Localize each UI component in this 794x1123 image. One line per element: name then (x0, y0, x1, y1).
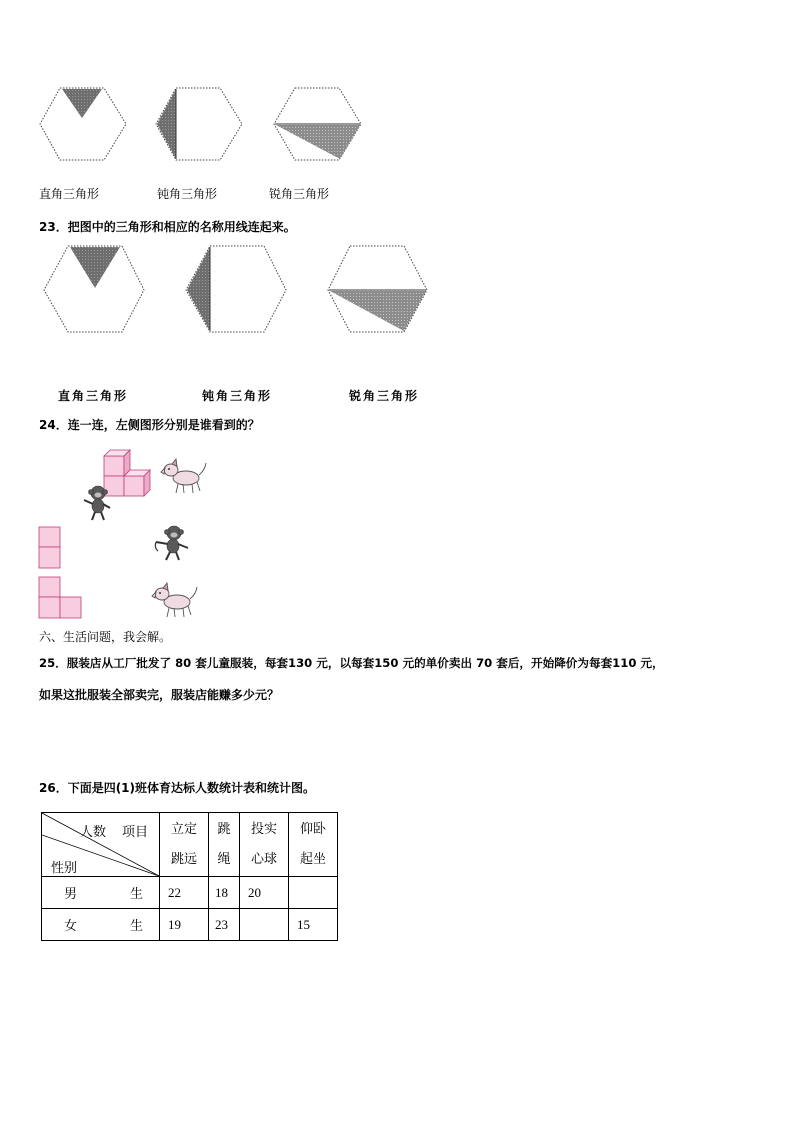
monkey-icon (80, 484, 116, 522)
column-header (209, 813, 240, 877)
q23-hexagon-obtuse-triangle (186, 246, 286, 332)
sports-stats-table (41, 812, 338, 941)
table-row (42, 909, 338, 941)
q23-label-acute: 锐角三角形 (349, 389, 420, 403)
gender-char-1: 男 (64, 887, 78, 902)
q23-label-right: 直角三角形 (58, 389, 129, 403)
gender-char-2: 生 (129, 887, 143, 902)
top-label-obtuse: 钝角三角形 (157, 187, 218, 201)
table-cell: 20 (240, 877, 289, 909)
column-header-line2: 跳远 (170, 851, 197, 867)
hexagon-right-triangle (40, 88, 126, 160)
hexagon-obtuse-triangle (156, 88, 242, 160)
corner-label-gender: 性别 (51, 861, 78, 876)
table-cell: 23 (209, 909, 240, 941)
q23-title: 23．把图中的三角形和相应的名称用线连起来。 (39, 220, 296, 234)
section6-title: 六、生活问题，我会解。 (39, 630, 172, 644)
column-header (160, 813, 209, 877)
column-header-line1: 跳 (217, 821, 231, 837)
view-shape-vertical-two (38, 526, 62, 570)
column-header-line2: 心球 (250, 851, 277, 867)
q23-hexagon-figures (40, 244, 432, 336)
table-cell: 15 (289, 909, 338, 941)
corner-label-count: 人数 (80, 825, 107, 840)
table-corner-cell (42, 813, 160, 877)
gender-cell (42, 909, 160, 941)
column-header-line1: 仰卧 (299, 821, 326, 837)
column-header (240, 813, 289, 877)
q26-title: 26．下面是四(1)班体育达标人数统计表和统计图。 (39, 781, 316, 795)
q25-line2: 如果这批服装全部卖完，服装店能赚多少元？ (39, 688, 280, 702)
corner-label-item: 项目 (122, 825, 149, 840)
column-header-line1: 立定 (170, 821, 197, 837)
table-cell (240, 909, 289, 941)
q24-title: 24．连一连，左侧图形分别是谁看到的？ (39, 418, 260, 432)
column-header-line1: 投实 (250, 821, 277, 837)
table-cell: 19 (160, 909, 209, 941)
q23-label-obtuse: 钝角三角形 (202, 389, 273, 403)
table-cell (289, 877, 338, 909)
top-label-acute: 锐角三角形 (269, 187, 330, 201)
table-cell: 22 (160, 877, 209, 909)
q23-hexagon-acute-triangle (328, 246, 427, 332)
gender-cell (42, 877, 160, 909)
table-row (42, 877, 338, 909)
gender-char-2: 生 (129, 919, 143, 934)
top-hexagon-figures (36, 84, 366, 164)
table-header-row (42, 813, 338, 877)
hexagon-acute-triangle (274, 88, 361, 160)
q25-line1: 25．服装店从工厂批发了 80 套儿童服装，每套130 元，以每套150 元的单价卖出 70 套后，开始降价为每套110 元， (39, 656, 664, 670)
table-cell: 18 (209, 877, 240, 909)
view-shape-l-shape (38, 576, 84, 620)
gender-char-1: 女 (64, 919, 78, 934)
dog-icon (151, 582, 199, 620)
top-label-right: 直角三角形 (39, 187, 100, 201)
dog-icon (160, 458, 208, 496)
column-header (289, 813, 338, 877)
column-header-line2: 起坐 (299, 851, 326, 867)
q23-hexagon-right-triangle (44, 246, 144, 332)
monkey-icon (152, 524, 194, 562)
column-header-line2: 绳 (217, 851, 231, 867)
